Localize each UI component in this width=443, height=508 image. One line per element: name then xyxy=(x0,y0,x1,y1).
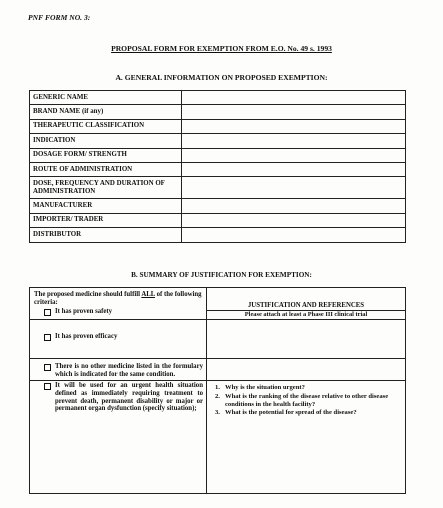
criteria-cell xyxy=(30,359,207,381)
info-label: DISTRIBUTOR xyxy=(30,228,182,242)
info-label: DOSE, FREQUENCY AND DURATION OF ADMINISTRATION xyxy=(30,177,182,199)
criteria-cell xyxy=(30,320,207,359)
justification-field[interactable] xyxy=(207,320,406,359)
checkbox-no-alternative[interactable] xyxy=(44,364,51,371)
criterion-label: It has proven efficacy xyxy=(55,333,118,341)
info-row-importer xyxy=(30,213,406,227)
question-number: 3. xyxy=(215,409,220,417)
info-row-dose-frequency xyxy=(30,177,406,199)
info-value-field[interactable] xyxy=(182,177,406,199)
criterion-row-no-alternative xyxy=(30,359,406,381)
form-title: PROPOSAL FORM FOR EXEMPTION FROM E.O. No. 49 s. 1993 xyxy=(111,44,332,53)
checkbox-urgent[interactable] xyxy=(44,383,51,390)
justification-header-cell xyxy=(207,288,406,320)
info-value-field[interactable] xyxy=(182,148,406,162)
section-b-heading: B. SUMMARY OF JUSTIFICATION FOR EXEMPTION: xyxy=(131,271,312,279)
criterion-label: It has proven safety xyxy=(55,308,113,316)
info-row-generic-name xyxy=(30,91,406,105)
form-number: PNF FORM NO. 3: xyxy=(28,13,91,22)
checkbox-efficacy[interactable] xyxy=(44,334,51,341)
criterion-label: It will be used for an urgent health situation defined as immediately requiring treatment to prevent death, permanent disability or major or permanent organ dysfunction (specify situation); xyxy=(55,382,203,413)
info-value-field[interactable] xyxy=(182,199,406,213)
info-row-brand-name xyxy=(30,105,406,119)
info-label: ROUTE OF ADMINISTRATION xyxy=(30,162,182,176)
criterion-row-efficacy xyxy=(30,320,406,359)
justification-title: JUSTIFICATION AND REFERENCES xyxy=(247,302,365,309)
criterion-safety xyxy=(30,306,206,318)
criterion-urgent xyxy=(30,381,206,414)
info-row-therapeutic-classification xyxy=(30,119,406,133)
info-value-field[interactable] xyxy=(182,134,406,148)
question-number: 2. xyxy=(215,392,220,400)
info-label: BRAND NAME (if any) xyxy=(30,105,182,119)
info-label: IMPORTER/ TRADER xyxy=(30,213,182,227)
info-value-field[interactable] xyxy=(182,213,406,227)
info-row-route xyxy=(30,162,406,176)
criterion-efficacy xyxy=(30,320,206,343)
question-text: What is the potential for spread of the disease? xyxy=(225,409,357,417)
question-number: 1. xyxy=(215,384,220,392)
info-label: DOSAGE FORM/ STRENGTH xyxy=(30,148,182,162)
criteria-cell xyxy=(30,288,207,320)
justification-table xyxy=(29,287,406,494)
question-item xyxy=(215,384,399,392)
criterion-label: There is no other medicine listed in the formulary which is indicated for the same condition. xyxy=(55,363,203,378)
question-text: Why is the situation urgent? xyxy=(225,384,305,392)
info-label: INDICATION xyxy=(30,134,182,148)
info-value-field[interactable] xyxy=(182,91,406,105)
info-row-manufacturer xyxy=(30,199,406,213)
checkbox-safety[interactable] xyxy=(44,309,51,316)
urgency-questions-cell[interactable] xyxy=(207,381,406,494)
info-row-indication xyxy=(30,134,406,148)
question-text: What is the ranking of the disease relative to other disease conditions in the health facility? xyxy=(225,392,389,408)
criteria-cell xyxy=(30,381,207,494)
criterion-no-alternative xyxy=(30,359,206,380)
question-item xyxy=(215,409,399,417)
info-label: THERAPEUTIC CLASSIFICATION xyxy=(30,119,182,133)
urgency-questions xyxy=(207,384,405,416)
question-item xyxy=(215,393,399,408)
section-a-heading: A. GENERAL INFORMATION ON PROPOSED EXEMPTION: xyxy=(115,73,328,82)
info-value-field[interactable] xyxy=(182,162,406,176)
justification-subtitle: Please attach at least a Phase III clinical trial xyxy=(244,310,368,318)
info-value-field[interactable] xyxy=(182,228,406,242)
general-information-table xyxy=(29,90,406,243)
justification-field[interactable] xyxy=(207,359,406,381)
info-value-field[interactable] xyxy=(182,105,406,119)
criteria-intro: The proposed medicine should fulfill ALL of the following criteria: xyxy=(34,291,202,306)
info-label: MANUFACTURER xyxy=(30,199,182,213)
criterion-row-urgent xyxy=(30,381,406,494)
info-label: GENERIC NAME xyxy=(30,91,182,105)
justification-header-row xyxy=(30,288,406,320)
info-row-dosage-form xyxy=(30,148,406,162)
info-row-distributor xyxy=(30,228,406,242)
info-value-field[interactable] xyxy=(182,119,406,133)
